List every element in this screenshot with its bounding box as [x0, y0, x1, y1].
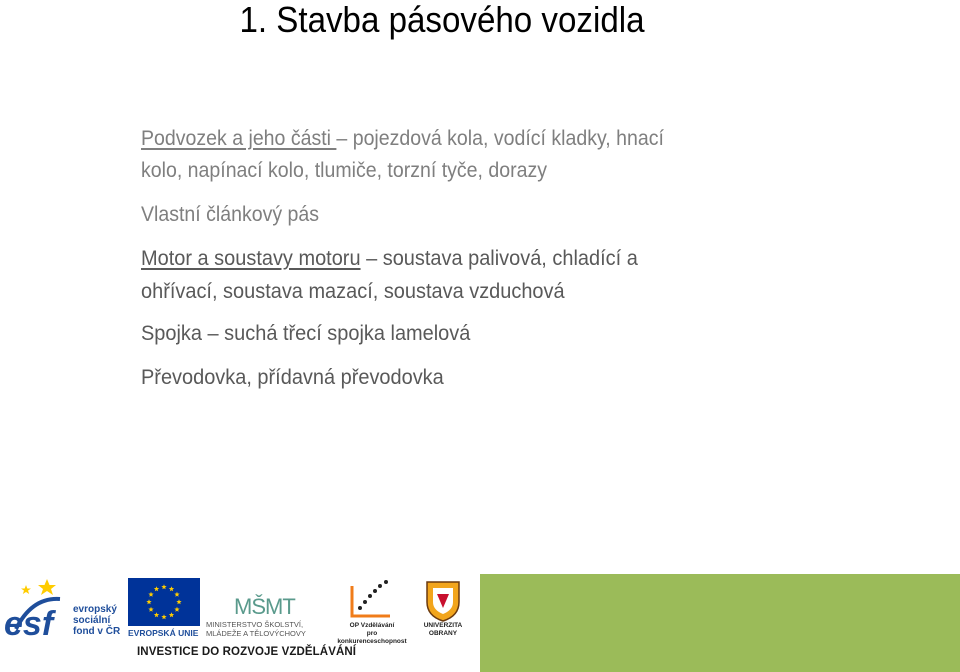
- msmt-logo: [232, 576, 302, 620]
- bullet-engine-heading: Motor a soustavy motoru: [141, 247, 361, 270]
- op-text: OP Vzdělávání pro konkurenceschopnost: [337, 622, 407, 645]
- bullet-track: Vlastní článkový pás: [141, 203, 320, 226]
- bullet-undercarriage-heading: Podvozek a jeho části: [141, 127, 337, 150]
- bullet-gearbox: Převodovka, přídavná převodovka: [141, 366, 444, 389]
- bullet-undercarriage-rest: – pojezdová kola, vodící kladky, hnací: [336, 127, 664, 150]
- slide-title: 1. Stavba pásového vozidla: [239, 0, 645, 40]
- bullet-undercarriage: [141, 122, 664, 156]
- esf-text: evropský sociální fond v ČR: [73, 604, 121, 637]
- op-logo: [346, 576, 396, 622]
- bullet-undercarriage-line2: kolo, napínací kolo, tlumiče, torzní tyče, dorazy: [141, 159, 547, 182]
- logo-band: [0, 574, 480, 672]
- msmt-mark: MŠMT: [234, 594, 295, 619]
- bullet-engine-line2: ohřívací, soustava mazací, soustava vzduchová: [141, 280, 565, 303]
- unob-shield-icon: [423, 576, 463, 622]
- footer-logos: [0, 574, 960, 672]
- green-panel: [480, 574, 960, 672]
- bullet-engine-rest: – soustava palivová, chladící a: [360, 247, 638, 270]
- bullet-clutch: Spojka – suchá třecí spojka lamelová: [141, 322, 471, 345]
- esf-mark: esf: [4, 605, 54, 639]
- bullet-engine: [141, 242, 638, 276]
- esf-star-small-icon: [21, 585, 31, 594]
- eu-text: EVROPSKÁ UNIE: [128, 628, 199, 638]
- esf-star-icon: [38, 579, 56, 595]
- esf-logo: [2, 577, 72, 639]
- msmt-text: MINISTERSTVO ŠKOLSTVÍ, MLÁDEŽE A TĚLOVÝCHOVY: [206, 620, 306, 638]
- investment-tagline: INVESTICE DO ROZVOJE VZDĚLÁVÁNÍ: [137, 646, 357, 658]
- unob-text: UNIVERZITA OBRANY: [423, 622, 463, 637]
- eu-flag-icon: [128, 578, 200, 626]
